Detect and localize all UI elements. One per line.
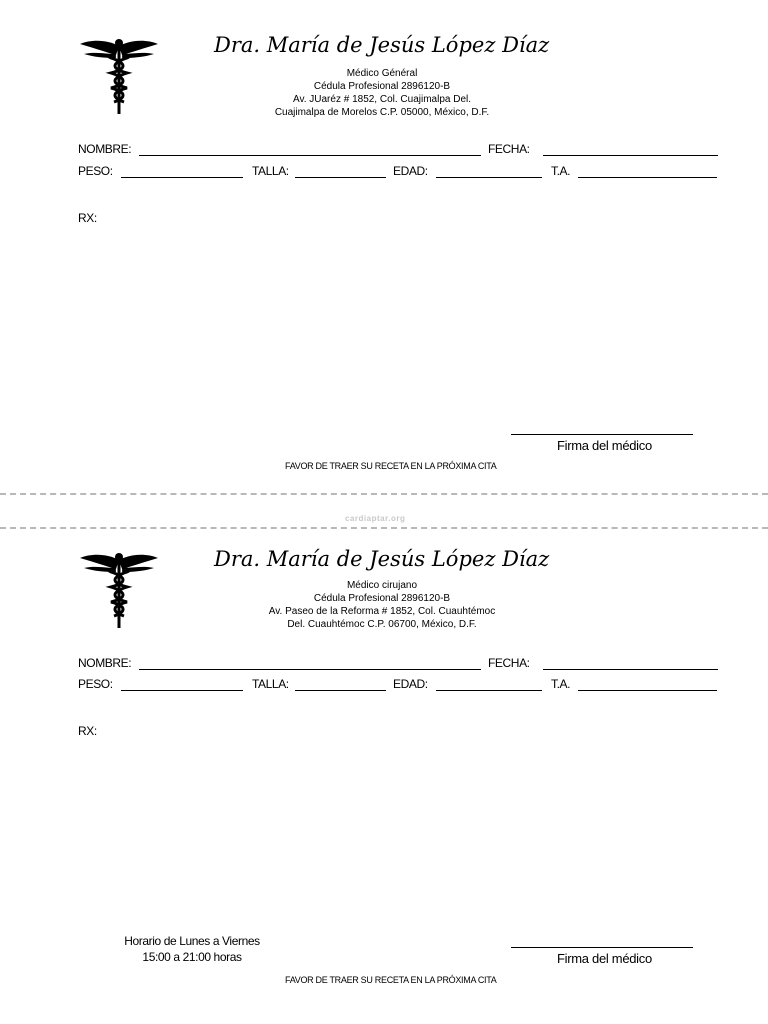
label-fecha: FECHA: — [488, 142, 530, 156]
info-line: Av. Paseo de la Reforma # 1852, Col. Cuauhtémoc — [268, 606, 496, 617]
info-line: Médico Général — [346, 68, 418, 79]
footer-note: FAVOR DE TRAER SU RECETA EN LA PRÓXIMA CITA — [285, 975, 497, 985]
info-line: Cédula Profesional 2896120-B — [313, 81, 451, 92]
field-peso[interactable] — [121, 177, 243, 178]
label-peso: PESO: — [78, 677, 113, 691]
footer-note: FAVOR DE TRAER SU RECETA EN LA PRÓXIMA CITA — [285, 461, 497, 471]
field-fecha[interactable] — [543, 669, 718, 670]
label-fecha: FECHA: — [488, 656, 530, 670]
signature-label: Firma del médico — [557, 438, 652, 453]
schedule — [112, 934, 272, 964]
label-nombre: NOMBRE: — [78, 656, 132, 670]
label-edad: EDAD: — [393, 677, 428, 691]
info-line: Del. Cuauhtémoc C.P. 06700, México, D.F. — [287, 619, 477, 630]
label-edad: EDAD: — [393, 164, 428, 178]
label-talla: TALLA: — [252, 164, 289, 178]
signature-line[interactable] — [511, 947, 693, 948]
field-peso[interactable] — [121, 690, 243, 691]
field-fecha[interactable] — [543, 155, 718, 156]
caduceus-icon — [78, 36, 160, 116]
cut-line-top — [0, 493, 768, 495]
doctor-info — [232, 67, 532, 119]
cut-line-bottom — [0, 527, 768, 529]
label-talla: TALLA: — [252, 677, 289, 691]
field-nombre[interactable] — [139, 669, 481, 670]
signature-line[interactable] — [511, 434, 693, 435]
watermark: cardiaptar.org — [345, 514, 406, 523]
field-talla[interactable] — [295, 690, 386, 691]
field-talla[interactable] — [295, 177, 386, 178]
doctor-info — [232, 579, 532, 631]
signature-label: Firma del médico — [557, 951, 652, 966]
schedule-line: 15:00 a 21:00 horas — [142, 950, 242, 964]
label-rx: RX: — [78, 211, 97, 225]
field-edad[interactable] — [436, 177, 542, 178]
caduceus-icon — [78, 550, 160, 630]
label-ta: T.A. — [551, 164, 571, 178]
label-nombre: NOMBRE: — [78, 142, 132, 156]
field-ta[interactable] — [578, 177, 717, 178]
field-nombre[interactable] — [139, 155, 481, 156]
prescription-bottom — [0, 540, 768, 1024]
field-ta[interactable] — [578, 690, 717, 691]
label-rx: RX: — [78, 724, 97, 738]
info-line: Cuajimalpa de Morelos C.P. 05000, México, D.F. — [274, 107, 490, 118]
prescription-top — [0, 0, 768, 480]
doctor-name: Dra. María de Jesús López Díaz — [214, 33, 550, 57]
info-line: Cédula Profesional 2896120-B — [313, 593, 451, 604]
schedule-line: Horario de Lunes a Viernes — [124, 934, 260, 948]
label-peso: PESO: — [78, 164, 113, 178]
field-edad[interactable] — [436, 690, 542, 691]
info-line: Av. JUaréz # 1852, Col. Cuajimalpa Del. — [292, 94, 472, 105]
info-line: Médico cirujano — [346, 580, 418, 591]
doctor-name: Dra. María de Jesús López Díaz — [214, 547, 550, 571]
label-ta: T.A. — [551, 677, 571, 691]
